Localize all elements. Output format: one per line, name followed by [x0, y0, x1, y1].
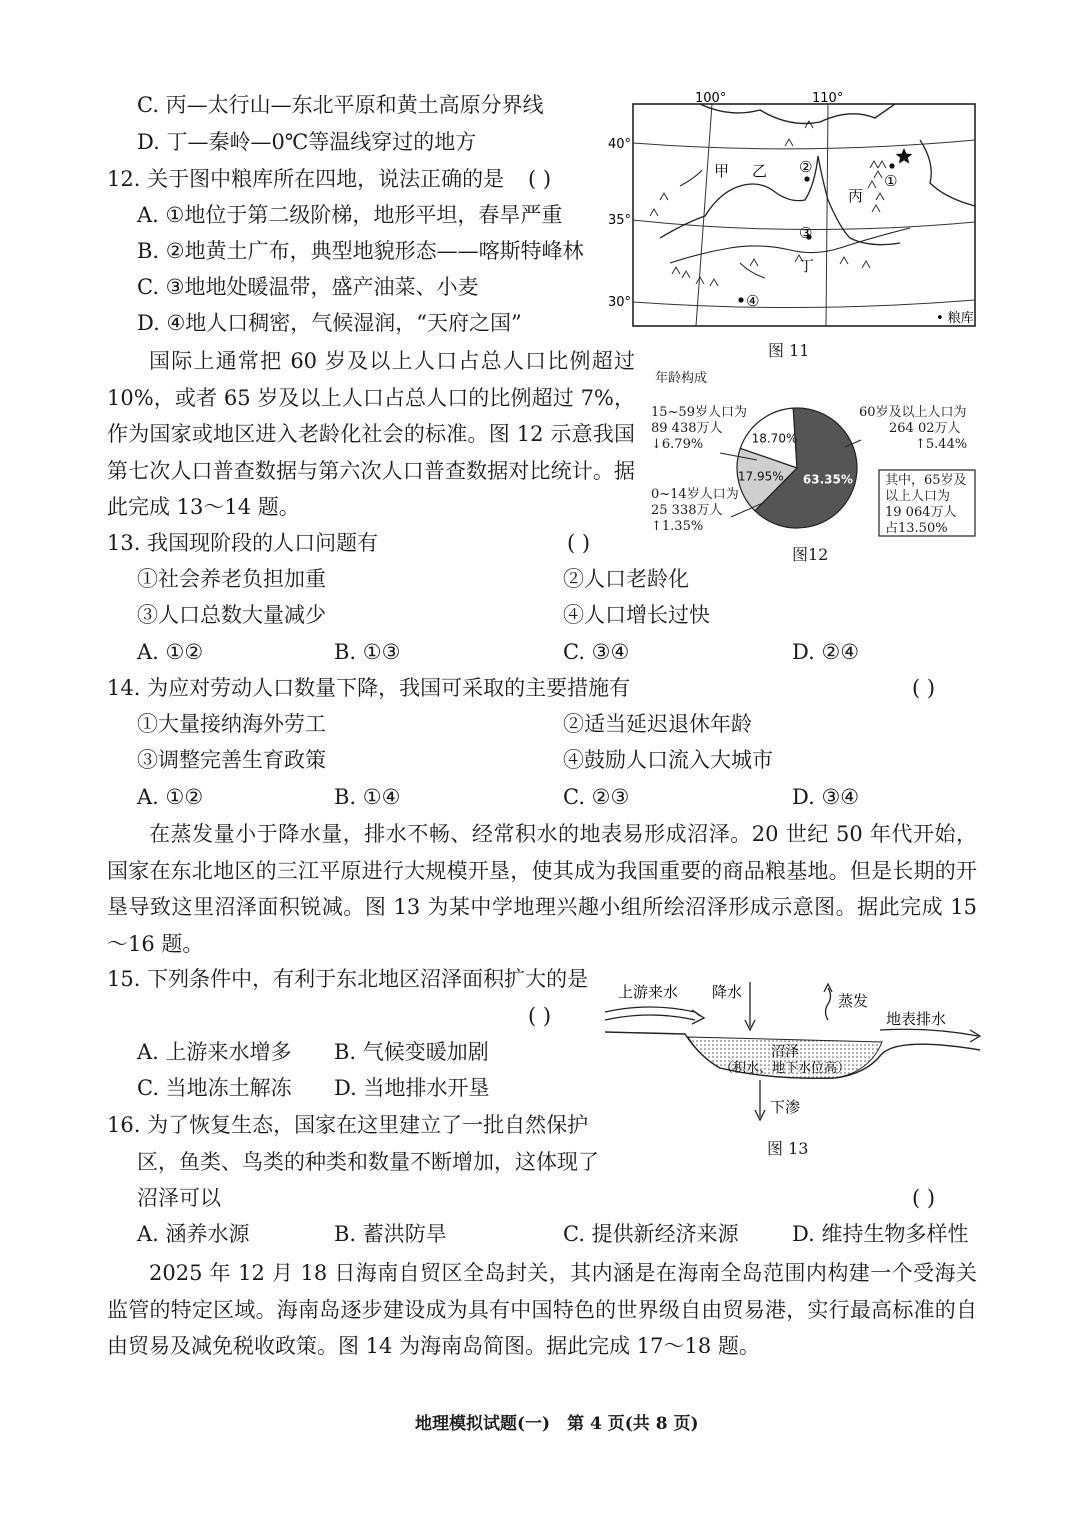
map-lon-110: 110° [812, 91, 844, 106]
q13-stem: 13. 我国现阶段的人口问题有 [107, 531, 379, 555]
map-label-bing: 丙 [848, 187, 864, 205]
q15-option-d: D. 当地排水开垦 [334, 1076, 490, 1100]
map-legend-granary: • 粮库 [936, 311, 974, 326]
fig13-label-evaporation: 蒸发 [838, 992, 869, 1010]
fig12-young-label-2: 25 338万人 [651, 503, 723, 518]
q12-answer-paren: ( ) [528, 167, 552, 191]
q14-option-d: D. ③④ [792, 785, 860, 809]
fig13-label-surface-drain: 地表排水 [886, 1010, 947, 1028]
q14-item-1: ①大量接纳海外劳工 [137, 712, 326, 736]
page-footer: 地理模拟试题(一) 第 4 页(共 8 页) [415, 1414, 699, 1434]
q16-stem-line-3: 沼泽可以 [137, 1186, 221, 1210]
q16-option-a: A. 涵养水源 [137, 1222, 250, 1246]
fig12-box-line-1: 其中，65岁及 [885, 473, 967, 488]
q13-option-d: D. ②④ [792, 640, 860, 664]
intro-13-14: 国际上通常把 60 岁及以上人口占总人口比例超过 10%，或者 65 岁及以上人口占总人口的比例超过 7%，作为国家或地区进入老龄化社会的标准。图 12 示意我国第七次人口普查数据与第六次人口普查数据对比统计。据此完成 13～14 题。 [107, 349, 635, 519]
q16-answer-paren: ( ) [912, 1186, 936, 1210]
q16-option-c: C. 提供新经济来源 [563, 1222, 739, 1246]
figure-13 [600, 972, 985, 1127]
fig13-label-swamp: 沼泽 [771, 1044, 799, 1060]
q11-option-d: D. 丁—秦岭—0℃等温线穿过的地方 [137, 130, 477, 154]
q12-stem: 12. 关于图中粮库所在四地，说法正确的是 [107, 167, 505, 191]
pie-label-1: 63.35% [802, 472, 853, 487]
fig12-mid-label-1: 15~59岁人口为 [651, 405, 747, 420]
q12-option-a: A. ①地位于第二级阶梯，地形平坦，春旱严重 [137, 203, 563, 227]
fig13-label-rain: 降水 [712, 983, 743, 1001]
figure-13-caption: 图 13 [767, 1139, 809, 1158]
q13-answer-paren: ( ) [567, 531, 591, 555]
q16-stem-line-2: 区，鱼类、鸟类的种类和数量不断增加，这体现了 [137, 1150, 599, 1174]
map-lat-30: 30° [608, 295, 632, 310]
figure-11 [600, 88, 990, 363]
q14-option-b: B. ①④ [334, 785, 401, 809]
q13-option-c: C. ③④ [563, 640, 630, 664]
q14-item-4: ④鼓励人口流入大城市 [563, 748, 773, 772]
fig12-young-label-1: 0~14岁人口为 [651, 487, 739, 502]
fig13-label-seepage: 下渗 [770, 1098, 801, 1116]
q14-option-a: A. ①② [137, 785, 204, 809]
fig12-old-label-2: 264 02万人 [889, 421, 961, 436]
q13-item-1: ①社会养老负担加重 [137, 567, 326, 591]
figure-11-map [600, 88, 990, 363]
figure-12 [645, 365, 985, 565]
map-label-yi: 乙 [752, 162, 768, 180]
granary-point-4 [738, 297, 743, 302]
q13-option-a: A. ①② [137, 640, 204, 664]
fig12-old-label-1: 60岁及以上人口为 [859, 405, 967, 420]
q15-option-a: A. 上游来水增多 [137, 1040, 292, 1064]
q16-option-b: B. 蓄洪防旱 [334, 1222, 447, 1246]
q13-item-3: ③人口总数大量减少 [137, 603, 326, 627]
q14-answer-paren: ( ) [912, 676, 936, 700]
intro-15-16: 在蒸发量小于降水量，排水不畅、经常积水的地表易形成沼泽。20 世纪 50 年代开始，国家在东北地区的三江平原进行大规模开垦，使其成为我国重要的商品粮基地。但是长期的开垦导致这里沼泽面积锐减。图 13 为某中学地理兴趣小组所绘沼泽形成示意图。据此完成 15～16 题。 [107, 822, 977, 956]
fig12-young-label-3: ↑1.35% [651, 519, 704, 534]
q14-stem: 14. 为应对劳动人口数量下降，我国可采取的主要措施有 [107, 676, 631, 700]
map-label-jia: 甲 [714, 162, 730, 180]
q14-item-3: ③调整完善生育政策 [137, 748, 326, 772]
q11-option-c: C. 丙—太行山—东北平原和黄土高原分界线 [137, 93, 544, 117]
q12-option-b: B. ②地黄土广布，典型地貌形态——喀斯特峰林 [137, 239, 584, 263]
map-marker-3: ③ [799, 224, 813, 242]
map-marker-4: ④ [746, 292, 760, 310]
intro-17-18: 2025 年 12 月 18 日海南自贸区全岛封关，其内涵是在海南全岛范围内构建一个受海关监管的特定区域。海南岛逐步建设成为具有中国特色的世界级自由贸易港，实行最高标准的自由贸易及减免税收政策。图 14 为海南岛简图。据此完成 17～18 题。 [107, 1261, 977, 1358]
q16-option-d: D. 维持生物多样性 [792, 1222, 969, 1246]
q15-option-c: C. 当地冻土解冻 [137, 1076, 292, 1100]
q14-item-2: ②适当延迟退休年龄 [563, 712, 752, 736]
fig12-box-line-4: 占13.50% [885, 521, 948, 536]
map-lon-100: 100° [695, 91, 727, 106]
fig12-box-line-2: 以上人口为 [885, 489, 951, 504]
figure-11-caption: 图 11 [768, 341, 810, 360]
q15-answer-paren: ( ) [528, 1004, 552, 1028]
q15-stem: 15. 下列条件中，有利于东北地区沼泽面积扩大的是 [107, 967, 589, 991]
q15-option-b: B. 气候变暖加剧 [334, 1040, 489, 1064]
map-lat-35: 35° [608, 213, 632, 228]
q12-option-c: C. ③地地处暖温带，盛产油菜、小麦 [137, 275, 479, 299]
granary-point-2 [804, 176, 809, 181]
fig13-label-swamp-sub: （积水、地下水位高） [719, 1061, 851, 1076]
pie-label-2: 17.95% [737, 469, 784, 484]
q13-item-4: ④人口增长过快 [563, 603, 710, 627]
pie-label-3: 18.70% [751, 431, 798, 446]
q13-option-b: B. ①③ [334, 640, 401, 664]
fig12-box-line-3: 19 064万人 [885, 505, 957, 520]
figure-12-caption: 图12 [792, 545, 829, 564]
fig12-title: 年龄构成 [655, 371, 708, 386]
granary-point-1 [889, 163, 894, 168]
fig13-diagram [600, 972, 985, 1127]
fig12-mid-label-2: 89 438万人 [651, 421, 723, 436]
q16-stem-line-1: 16. 为了恢复生态，国家在这里建立了一批自然保护 [107, 1113, 589, 1137]
map-lat-40: 40° [608, 137, 632, 152]
q12-option-d: D. ④地人口稠密，气候湿润，“天府之国” [137, 311, 522, 335]
fig12-old-label-3: ↑5.44% [915, 437, 968, 452]
q13-item-2: ②人口老龄化 [563, 567, 689, 591]
map-label-ding: 丁 [799, 257, 815, 275]
q14-option-c: C. ②③ [563, 785, 630, 809]
fig13-label-upstream: 上游来水 [618, 983, 679, 1001]
map-marker-2: ② [799, 158, 813, 176]
map-marker-1: ① [884, 172, 898, 190]
fig12-mid-label-3: ↓6.79% [651, 437, 704, 452]
